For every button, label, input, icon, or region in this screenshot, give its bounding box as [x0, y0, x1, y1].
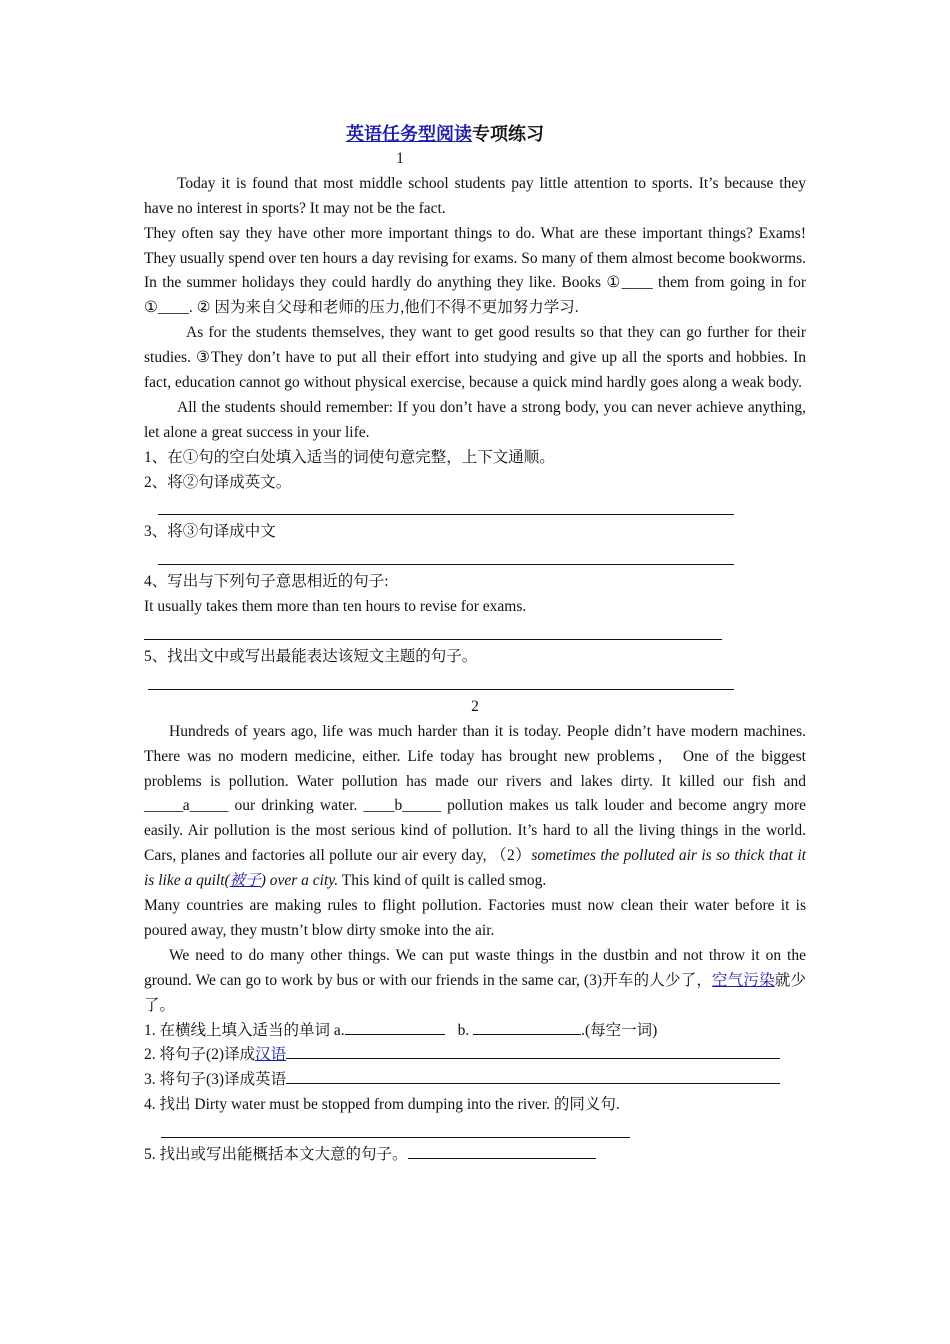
passage1-paragraph-2: They often say they have other more important things to do. What are these important things? Exams! They usually spend over ten hours a day revising for exams. So many of them almost become bookworms. In the summer holidays they could hardly do anything they like. Books ①____ them from going in for ①____. ② 因为来自父母和老师的压力,他们不得不更加努力学习. — [144, 224, 806, 317]
answer-blank[interactable] — [408, 1144, 596, 1159]
p1-text: Hundreds of years ago, life was much harder than it is today. People didn’t have modern machines. There was no modern medicine, either. Life today has brought new problems， One of the biggest problems is pollution. Water pollution has made our rivers and lakes dirty. It killed our fish and _____a_____ our drinking water. ____b_____ pollution makes us talk louder and become angry more easily. Air pollution is the most serious kind of pollution. It’s hard to all the living things in the world. Cars, planes and factories all pollute our air every day, （2） — [144, 722, 806, 865]
q1-c-text: .(每空一词) — [581, 1021, 658, 1039]
q1-a-text: 1. 在横线上填入适当的单词 a. — [144, 1021, 345, 1039]
answer-blank[interactable] — [286, 1069, 780, 1084]
question-1-1: 1、在①句的空白处填入适当的词使句意完整，上下文通顺。 — [144, 448, 555, 466]
quilt-link[interactable]: 被子 — [229, 872, 261, 890]
title-link[interactable]: 英语任务型阅读 — [346, 124, 472, 144]
passage2-paragraph-2: Many countries are making rules to flight pollution. Factories must now clean their water before it is poured away, they mustn’t blow dirty smoke into the air. — [144, 897, 806, 939]
passage1-paragraph-1: Today it is found that most middle school students pay little attention to sports. It’s because they have no interest in sports? It may not be the fact. — [144, 174, 806, 217]
passage1-paragraph-4: All the students should remember: If you don’t have a strong body, you can never achieve anything, let alone a great success in your life. — [144, 398, 806, 441]
answer-line[interactable] — [144, 545, 806, 570]
answer-line[interactable] — [144, 670, 806, 695]
question-1-5: 5、找出文中或写出最能表达该短文主题的句子。 — [144, 647, 478, 665]
question-2-2 — [144, 1043, 806, 1068]
document-page — [144, 122, 806, 1168]
question-1-3: 3、将③句译成中文 — [144, 523, 276, 541]
answer-blank[interactable] — [286, 1044, 780, 1059]
question-1-4-sentence: It usually takes them more than ten hours to revise for exams. — [144, 598, 527, 616]
passage2-paragraph-3 — [144, 944, 806, 1019]
question-1-4: 4、写出与下列句子意思相近的句子: — [144, 573, 389, 591]
question-1-2: 2、将②句译成英文。 — [144, 473, 292, 491]
q2-prefix: 2. 将句子(2)译成 — [144, 1046, 256, 1064]
q1-b-text: b. — [457, 1021, 474, 1039]
p1-italic-a: sometimes the polluted air is so thick that it is like a quilt( — [144, 847, 806, 890]
passage1-paragraph-3: As for the students themselves, they want to get good results so that they can go further for their studies. ③They don’t have to put all their effort into studying and give up all the sports and hobbies. In fact, education cannot go without physical exercise, because a quick mind hardly goes along a weak body. — [144, 324, 806, 392]
p3-end: 就少了。 — [144, 971, 806, 1014]
answer-line[interactable] — [144, 496, 806, 521]
answer-line[interactable] — [144, 620, 806, 645]
air-pollution-link[interactable]: 空气污染 — [712, 971, 775, 989]
section-number-1: 1 — [396, 149, 404, 167]
p1-italic-b: ) over a city. — [260, 872, 339, 890]
answer-line[interactable] — [144, 1118, 806, 1143]
blank-b[interactable] — [473, 1020, 581, 1035]
question-2-1 — [144, 1019, 806, 1044]
chinese-link[interactable]: 汉语 — [255, 1046, 287, 1064]
question-2-5 — [144, 1143, 806, 1168]
title-rest: 专项练习 — [472, 124, 544, 144]
q5-text: 5. 找出或写出能概括本文大意的句子。 — [144, 1146, 408, 1164]
p1-end: This kind of quilt is called smog. — [338, 872, 547, 890]
question-2-3 — [144, 1068, 806, 1093]
page-title — [144, 122, 806, 147]
question-2-4: 4. 找出 Dirty water must be stopped from dumping into the river. 的同义句. — [144, 1096, 620, 1114]
blank-a[interactable] — [345, 1020, 445, 1035]
passage2-paragraph-1 — [144, 720, 806, 894]
p3-text: We need to do many other things. We can put waste things in the dustbin and not throw it on the ground. We can go to work by bus or with our friends in the same car, (3)开车的人少了， — [144, 946, 806, 989]
section-number-2: 2 — [471, 697, 479, 715]
q3-text: 3. 将句子(3)译成英语 — [144, 1071, 287, 1089]
